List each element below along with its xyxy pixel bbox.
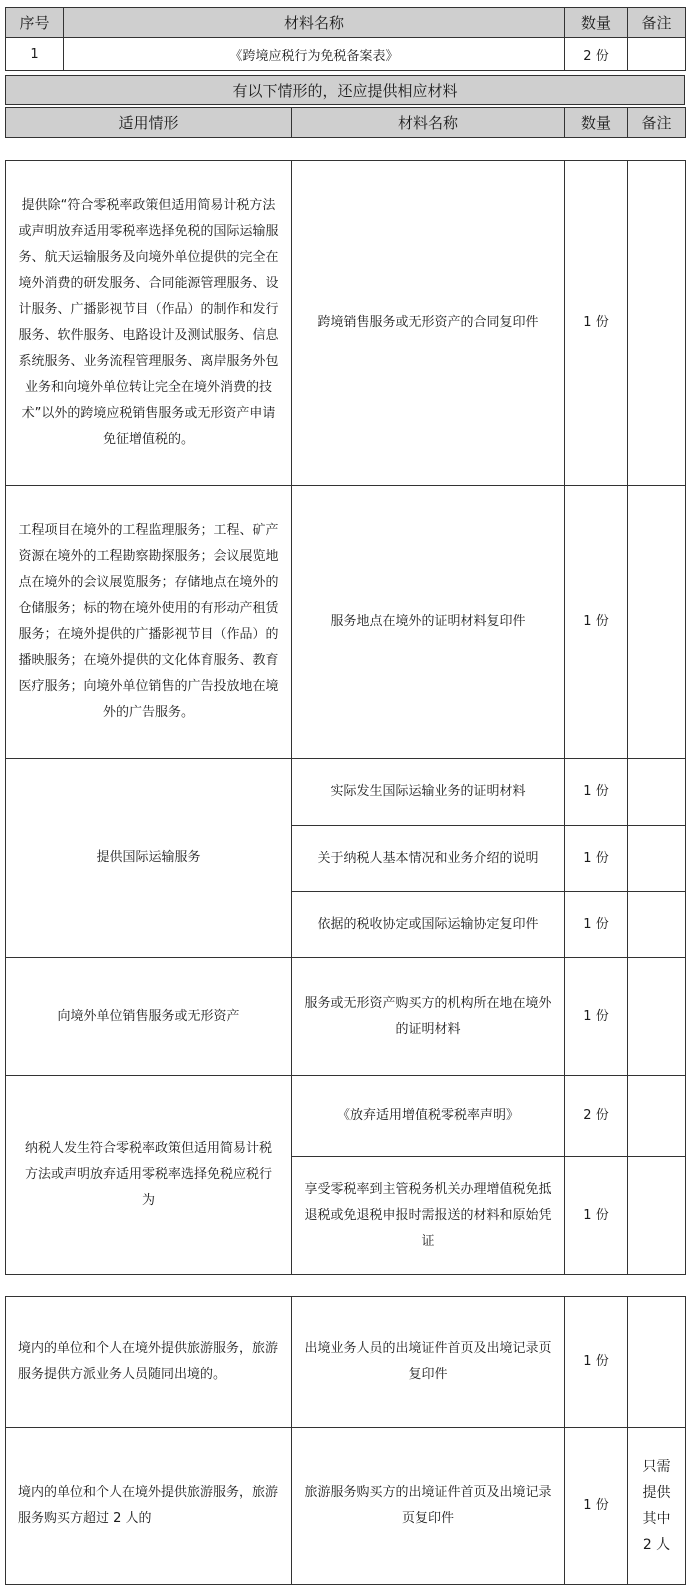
remark-cell [628,1297,686,1428]
qty-cell: 1 份 [565,1428,628,1585]
col-qty-header: 数量 [565,8,628,38]
material-cell: 出境业务人员的出境证件首页及出境记录页复印件 [292,1297,565,1428]
material-cell: 关于纳税人基本情况和业务介绍的说明 [292,826,565,892]
qty-cell: 1 份 [565,759,628,826]
remark-cell [628,1076,686,1157]
qty-cell: 1 份 [565,486,628,759]
remark-cell [628,892,686,958]
table-row [6,38,686,71]
seq-cell: 1 [6,38,64,71]
col-situation-header: 适用情形 [6,108,292,138]
material-cell: 旅游服务购买方的出境证件首页及出境记录页复印件 [292,1428,565,1585]
qty-cell: 1 份 [565,826,628,892]
material-cell: 服务地点在境外的证明材料复印件 [292,486,565,759]
material-cell: 跨境销售服务或无形资产的合同复印件 [292,161,565,486]
situation-cell: 提供国际运输服务 [6,759,292,958]
table-row [6,958,686,1076]
situation-cell: 提供除“符合零税率政策但适用简易计税方法或声明放弃适用零税率选择免税的国际运输服务、航天运输服务及向境外单位提供的完全在境外消费的研发服务、合同能源管理服务、设计服务、广播影视节目（作品）的制作和发行服务、软件服务、电路设计及测试服务、信息系统服务、业务流程管理服务、离岸服务外包业务和向境外单位转让完全在境外消费的技术”以外的跨境应税销售服务或无形资产申请免征增值税的。 [6,161,292,486]
tourism-table [5,1296,686,1585]
table-row [6,759,686,826]
col-qty-header: 数量 [565,108,628,138]
col-material-header: 材料名称 [292,108,565,138]
situation-cell: 纳税人发生符合零税率政策但适用简易计税方法或声明放弃适用零税率选择免税应税行为 [6,1076,292,1275]
remark-cell [628,1157,686,1275]
col-remark-header: 备注 [628,8,686,38]
situations-table [5,160,686,1275]
situation-cell: 境内的单位和个人在境外提供旅游服务，旅游服务提供方派业务人员随同出境的。 [6,1297,292,1428]
qty-cell: 2 份 [565,1076,628,1157]
remark-cell: 只需提供其中 2 人 [628,1428,686,1585]
table-row [6,161,686,486]
qty-cell: 1 份 [565,892,628,958]
section-band: 有以下情形的，还应提供相应材料 [6,76,685,105]
situation-cell: 工程项目在境外的工程监理服务；工程、矿产资源在境外的工程勘察勘探服务；会议展览地点在境外的会议展览服务；存储地点在境外的仓储服务；标的物在境外使用的有形动产租赁服务；在境外提供的广播影视节目（作品）的播映服务；在境外提供的文化体育服务、教育医疗服务；向境外单位销售的广告投放地在境外的广告服务。 [6,486,292,759]
material-cell: 实际发生国际运输业务的证明材料 [292,759,565,826]
col-material-header: 材料名称 [64,8,565,38]
remark-cell [628,486,686,759]
qty-cell: 1 份 [565,958,628,1076]
material-cell: 享受零税率到主管税务机关办理增值税免抵退税或免退税申报时需报送的材料和原始凭证 [292,1157,565,1275]
situation-cell: 境内的单位和个人在境外提供旅游服务，旅游服务购买方超过 2 人的 [6,1428,292,1585]
material-cell: 服务或无形资产购买方的机构所在地在境外的证明材料 [292,958,565,1076]
material-cell: 依据的税收协定或国际运输协定复印件 [292,892,565,958]
table-row [6,1297,686,1428]
qty-cell: 1 份 [565,161,628,486]
remark-cell [628,38,686,71]
remark-cell [628,161,686,486]
remark-cell [628,826,686,892]
header-table [5,7,686,71]
remark-cell [628,759,686,826]
table-row [6,486,686,759]
remark-cell [628,958,686,1076]
qty-cell: 2 份 [565,38,628,71]
qty-cell: 1 份 [565,1157,628,1275]
col-remark-header: 备注 [628,108,686,138]
col-seq-header: 序号 [6,8,64,38]
subheader-table [5,107,686,138]
material-cell: 《跨境应税行为免税备案表》 [64,38,565,71]
table-row [6,1076,686,1157]
table-row [6,1428,686,1585]
qty-cell: 1 份 [565,1297,628,1428]
band-table [5,75,685,105]
material-cell: 《放弃适用增值税零税率声明》 [292,1076,565,1157]
situation-cell: 向境外单位销售服务或无形资产 [6,958,292,1076]
